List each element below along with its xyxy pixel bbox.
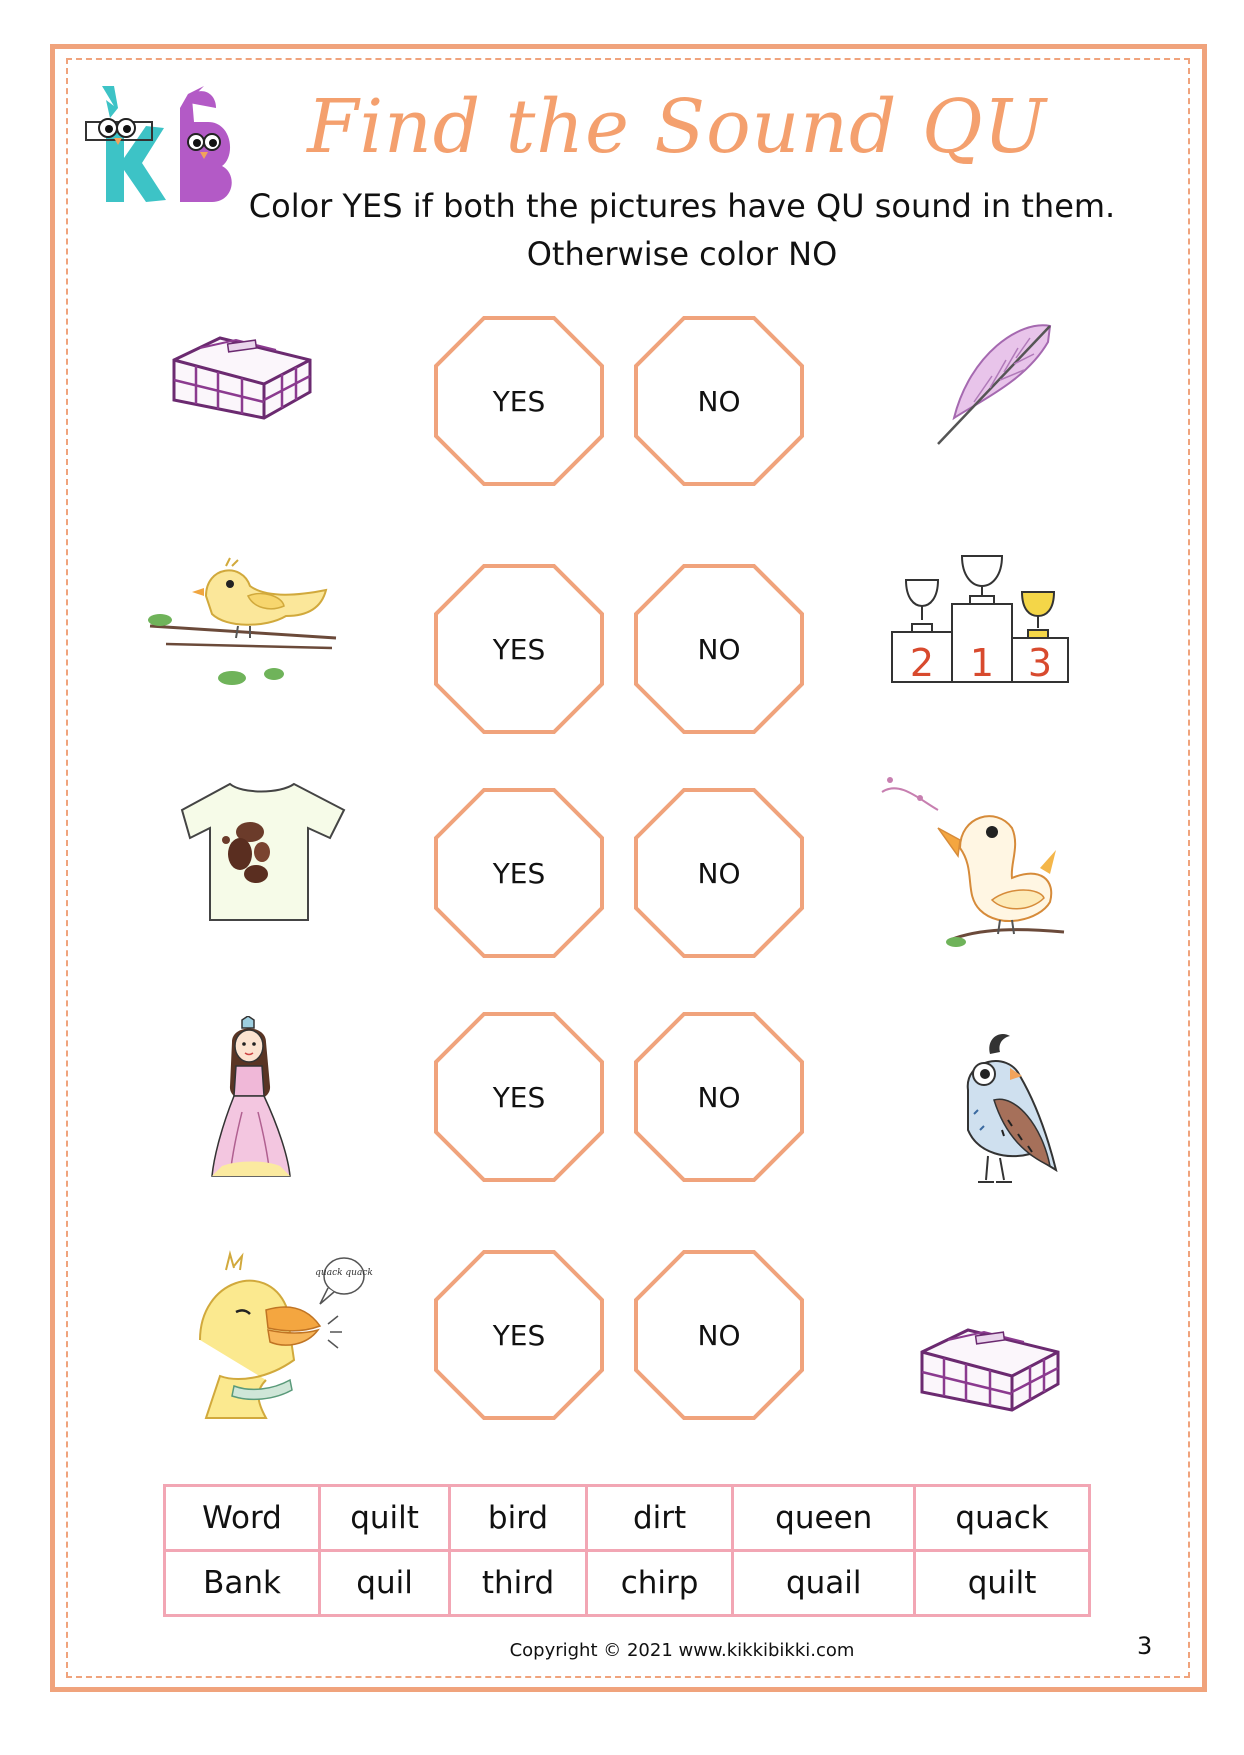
speech-bubble-text: quack quack [315,1268,373,1278]
word-bank-cell: third [450,1551,587,1616]
word-bank-row-2 [165,1551,1090,1616]
yes-label: YES [492,856,546,890]
no-octagon-5[interactable] [633,1249,805,1421]
no-label: NO [697,384,741,418]
word-bank-cell: quilt [915,1551,1090,1616]
word-bank-cell: quilt [320,1486,450,1551]
word-bank-row-1 [165,1486,1090,1551]
word-bank-table [163,1484,1091,1617]
no-octagon-4[interactable] [633,1011,805,1183]
instruction-line-1: Color YES if both the pictures have QU sound in them. [248,187,1116,225]
page-title [0,84,1244,170]
quilt-icon [908,1322,1068,1422]
yes-octagon-5[interactable] [433,1249,605,1421]
bird-on-branch-icon [146,556,346,696]
queen-icon [208,1016,294,1182]
podium-number-1: 1 [969,641,995,684]
instruction-line-2: Otherwise color NO [526,235,838,273]
yes-octagon-1[interactable] [433,315,605,487]
page-number: 3 [1137,1632,1153,1660]
dirty-tshirt-icon [180,780,346,924]
no-label: NO [697,856,741,890]
quacking-duck-icon [196,1250,376,1422]
quail-icon [938,1030,1058,1190]
no-octagon-3[interactable] [633,787,805,959]
page-title-text: Find the Sound QU [307,84,1047,170]
no-label: NO [697,632,741,666]
word-bank-cell: bird [450,1486,587,1551]
feather-icon [930,318,1060,450]
yes-label: YES [492,632,546,666]
no-octagon-2[interactable] [633,563,805,735]
yes-octagon-3[interactable] [433,787,605,959]
copyright-text: Copyright © 2021 www.kikkibikki.com [509,1640,855,1661]
word-bank-label-word: Word [165,1486,320,1551]
yes-octagon-4[interactable] [433,1011,605,1183]
podium-number-3: 3 [1027,641,1053,684]
word-bank-cell: queen [733,1486,915,1551]
yes-octagon-2[interactable] [433,563,605,735]
no-label: NO [697,1080,741,1114]
word-bank-label-bank: Bank [165,1551,320,1616]
no-label: NO [697,1318,741,1352]
word-bank-cell: quack [915,1486,1090,1551]
chirping-bird-icon [880,770,1066,954]
word-bank-cell: quil [320,1551,450,1616]
no-octagon-1[interactable] [633,315,805,487]
yes-label: YES [492,1318,546,1352]
trophy-podium-icon [890,552,1070,684]
word-bank-cell: quail [733,1551,915,1616]
yes-label: YES [492,384,546,418]
yes-label: YES [492,1080,546,1114]
podium-number-2: 2 [909,641,935,684]
word-bank-cell: dirt [586,1486,733,1551]
word-bank-cell: chirp [586,1551,733,1616]
quilt-icon [160,330,320,430]
